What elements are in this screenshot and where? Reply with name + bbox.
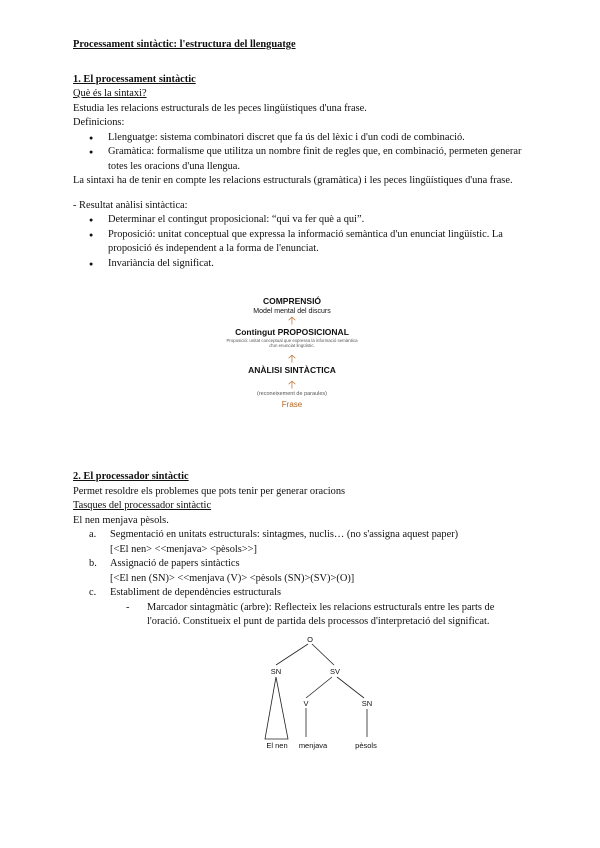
document-page <box>73 38 523 271</box>
diagram-frase: Frase <box>281 400 303 409</box>
diagram-analisi: ANÀLISI SINTÀCTICA <box>248 365 336 375</box>
list-marker: a. <box>89 529 97 540</box>
tree-node-sn: SN <box>270 667 282 676</box>
up-arrow-icon: 🡡 <box>288 353 296 365</box>
tree-leaf-el-nen: El nen <box>266 741 288 750</box>
diagram-proposicional: Contingut PROPOSICIONAL <box>235 327 349 337</box>
section2 <box>73 470 523 630</box>
list-marker: c. <box>89 587 97 598</box>
list-item: ● Determinar el contingut proposicional: “qui va fer què a qui”. <box>73 213 523 228</box>
task-text: Segmentació en unitats estructurals: sintagmes, nuclis… (no s'assigna aquest paper) <box>110 529 459 540</box>
list-item: ● Gramàtica: formalisme que utilitza un nombre finit de regles que, en combinació, permeten generar totes les oracions d'una llengua. <box>73 145 523 174</box>
section2-intro: Permet resoldre els problemes que pots tenir per generar oracions <box>73 485 346 497</box>
tree-lines <box>265 644 367 739</box>
list-item: ● Proposició: unitat conceptual que expressa la informació semàntica d'un enunciat lingüístic. La proposició és independent a la forma de l'enunciat. <box>73 228 523 257</box>
task-extra: [<El nen (SN)> <<menjava (V)> <pèsols (SN)>(SV)>(O)] <box>110 572 355 584</box>
subtask-list <box>110 601 523 630</box>
list-marker: b. <box>89 558 97 569</box>
result-label: - Resultat anàlisi sintàctica: <box>73 199 188 211</box>
diagram-proposicional-sub: Proposició: unitat conceptual que expressa la informació semàntica d'un enunciat lingüístic. <box>226 338 358 348</box>
definitions-label: Definicions: <box>73 117 125 128</box>
task-extra: [<El nen> <<menjava> <pèsols>>] <box>110 543 258 555</box>
tree-leaf-pesols: pèsols <box>355 741 377 750</box>
list-item <box>73 528 523 557</box>
diagram-comprensio-sub: Model mental del discurs <box>253 308 331 315</box>
section1-heading: 1. El processament sintàctic <box>73 73 196 85</box>
section2-subheading: Tasques del processador sintàctic <box>73 500 212 511</box>
definitions-list <box>73 131 523 175</box>
section1-subheading: Què és la sintaxi? <box>73 88 147 99</box>
tree-leaf-menjava: menjava <box>298 741 328 750</box>
list-item <box>73 557 523 586</box>
processing-diagram <box>222 296 362 413</box>
results-list <box>73 213 523 271</box>
list-item <box>73 586 523 630</box>
tree-node-sn2: SN <box>361 699 373 708</box>
up-arrow-icon: 🡡 <box>288 315 296 327</box>
tree-node-sv: SV <box>329 667 341 676</box>
diagram-comprensio: COMPRENSIÓ <box>262 296 322 306</box>
section1-intro: Estudia les relacions estructurals de les peces lingüístiques d'una frase. <box>73 102 367 114</box>
task-text: Establiment de dependències estructurals <box>110 587 282 598</box>
list-item: ● Llenguatge: sistema combinatori discret que fa ús del lèxic i d'un codi de combinació. <box>73 131 523 146</box>
tree-node-v: V <box>303 699 309 708</box>
up-arrow-icon: 🡡 <box>288 379 296 391</box>
task-text: Assignació de papers sintàctics <box>110 558 240 569</box>
section2-example: El nen menjava pèsols. <box>73 514 169 526</box>
syntax-tree <box>240 635 390 750</box>
document-title: Processament sintàctic: l'estructura del llenguatge <box>73 39 296 50</box>
list-item: ● Invariància del significat. <box>73 257 523 272</box>
section1-paragraph: La sintaxi ha de tenir en compte les relacions estructurals (gramàtica) i les peces lingüístiques d'una frase. <box>73 175 513 186</box>
list-item: - Marcador sintagmàtic (arbre): Reflecteix les relacions estructurals entre les parts de l'oració. Constitueix el punt de partida dels processos d'interpretació del significat. <box>110 601 523 630</box>
section2-heading: 2. El processador sintàctic <box>73 471 189 482</box>
diagram-analisi-sub: (reconeixement de paraules) <box>256 391 327 397</box>
tasks-list <box>73 528 523 630</box>
tree-node-o: O <box>307 635 313 644</box>
